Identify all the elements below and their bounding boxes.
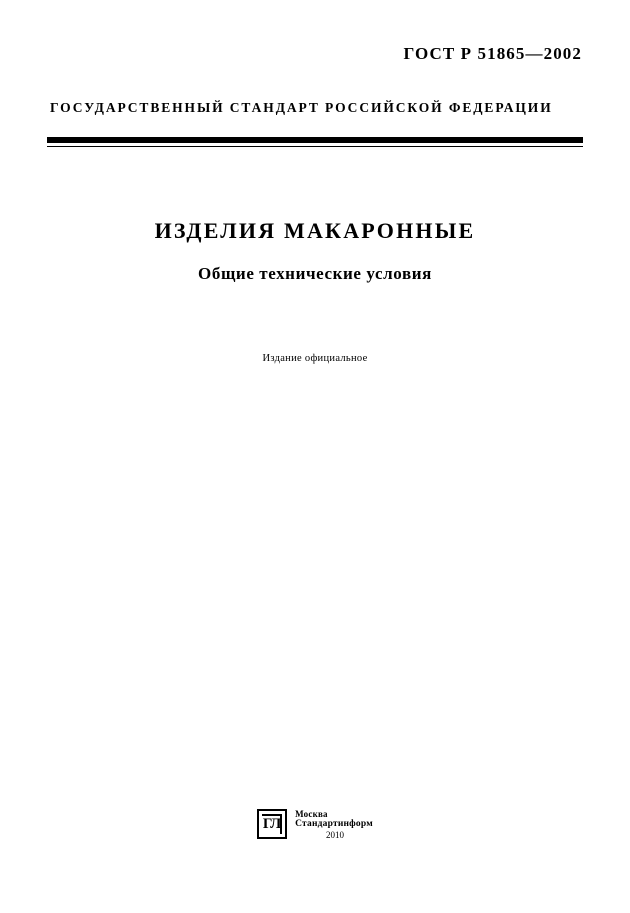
publisher-text [295,808,373,841]
header-rule-thick [47,137,583,143]
publisher-block [0,808,630,841]
standartinform-logo-icon [257,809,287,839]
standard-number: ГОСТ Р 51865—2002 [403,44,582,63]
issuing-body-heading: ГОСУДАРСТВЕННЫЙ СТАНДАРТ РОССИЙСКОЙ ФЕДЕРАЦИИ [50,100,553,115]
edition-note: Издание официальное [262,353,368,364]
logo-letter: ГЛ [262,815,282,832]
publisher-name: Стандартинформ [295,819,373,829]
publisher-city: Москва [295,809,328,819]
publisher-year: 2010 [326,830,344,840]
header-rule-thin [47,146,583,147]
page-subtitle: Общие технические условия [198,264,432,283]
page-title: ИЗДЕЛИЯ МАКАРОННЫЕ [154,218,476,243]
